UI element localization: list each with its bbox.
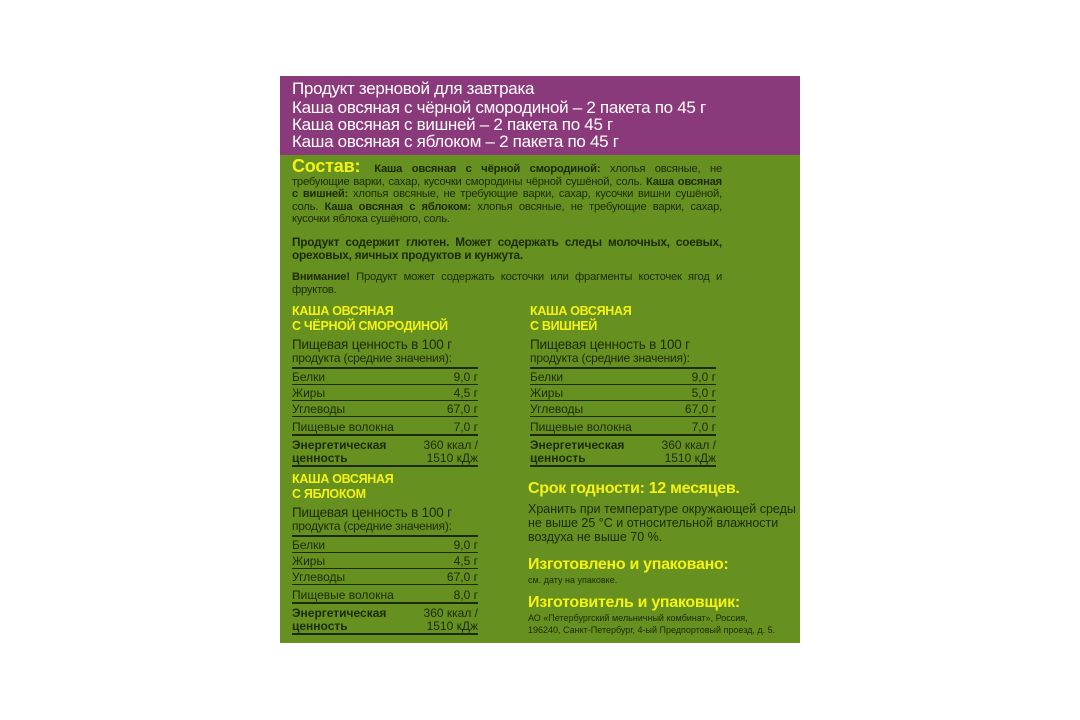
- energy-value: [424, 607, 478, 632]
- allergens-text: Продукт содержит глютен. Может содержать следы молочных, соевых, ореховых, яичных продуктов и кунжута.: [292, 234, 722, 262]
- nutrient-value: 4,5 г: [453, 386, 478, 400]
- nutrition-table: [292, 304, 478, 467]
- ingredients-paragraph: [292, 156, 723, 226]
- nutrient-name: Жиры: [530, 386, 564, 400]
- table-heading: Пищевая ценность в 100 г: [292, 337, 452, 352]
- storage-text: Хранить при температуре окружающей среды не выше 25 °С и относительной влажности воздуха не выше 70 %.: [528, 502, 796, 544]
- manufacturer-address: АО «Петербургский мельничный комбинат», Россия,: [528, 613, 748, 623]
- energy-kj: 1510 кДж: [664, 450, 716, 465]
- shelf-life-title: Срок годности: 12 месяцев.: [528, 480, 740, 497]
- warning-text: Продукт может содержать косточки или фрагменты косточек ягод и фруктов.: [292, 271, 722, 296]
- table-title: [292, 472, 478, 502]
- label-header: [280, 76, 800, 155]
- nutrient-value: 67,0 г: [684, 402, 716, 416]
- table-title: [530, 304, 716, 334]
- nutrient-name: Жиры: [292, 554, 326, 568]
- nutrient-value: 7,0 г: [691, 420, 716, 434]
- energy-label-line: Энергетическая: [292, 438, 387, 452]
- energy-label-line: ценность: [292, 450, 348, 465]
- table-row-fiber: [530, 420, 716, 436]
- nutrient-value: 67,0 г: [446, 402, 478, 416]
- nutrient-name: Белки: [292, 370, 326, 384]
- shelf-life-section: [528, 480, 798, 544]
- energy-kcal: 360 ккал /: [661, 438, 716, 452]
- energy-kcal: 360 ккал /: [423, 606, 478, 620]
- title-line: С ВИШНЕЙ: [530, 319, 598, 333]
- table-row-fiber: [292, 588, 478, 604]
- nutrient-name: Углеводы: [292, 402, 346, 416]
- nutrient-value: 67,0 г: [446, 570, 478, 584]
- energy-label-line: Энергетическая: [530, 438, 625, 452]
- ingredient-text: хлопья овсяные, не требующие варки, сахар, кусочки вишни сушёной, соль.: [292, 188, 722, 213]
- warning-label: Внимание!: [292, 271, 350, 284]
- nutrient-value: 9,0 г: [453, 370, 478, 384]
- nutrient-value: 9,0 г: [453, 538, 478, 552]
- title-line: С ЯБЛОКОМ: [292, 487, 366, 501]
- product-label: [280, 76, 800, 643]
- product-type: Продукт зерновой для завтрака: [292, 79, 535, 98]
- energy-value: [662, 439, 716, 464]
- nutrient-value: 7,0 г: [453, 420, 478, 434]
- energy-label-line: ценность: [530, 450, 586, 465]
- nutrient-name: Углеводы: [292, 570, 346, 584]
- nutrient-name: Белки: [292, 538, 326, 552]
- manufactured-title: Изготовлено и упаковано:: [528, 556, 729, 573]
- nutrient-value: 8,0 г: [453, 588, 478, 602]
- table-row: [292, 402, 478, 417]
- nutrient-name: Жиры: [292, 386, 326, 400]
- title-line: С ЧЁРНОЙ СМОРОДИНОЙ: [292, 319, 448, 333]
- title-line: КАША ОВСЯНАЯ: [530, 304, 632, 318]
- table-row-energy: [530, 439, 716, 467]
- energy-kj: 1510 кДж: [426, 450, 478, 465]
- energy-label: [292, 439, 386, 464]
- manufactured-section: [528, 556, 798, 586]
- warning-paragraph: [292, 271, 722, 296]
- composition-label: Состав:: [292, 156, 361, 176]
- ingredient-text: хлопья овсяные, не требующие варки, сахар, кусочки яблока сушёного, соль.: [292, 200, 723, 226]
- ingredient-name: Каша овсяная с яблоком:: [324, 200, 472, 213]
- table-row: [292, 538, 478, 553]
- table-row: [292, 370, 478, 385]
- table-row: [530, 370, 716, 385]
- energy-kcal: 360 ккал /: [423, 438, 478, 452]
- nutrient-value: 4,5 г: [453, 554, 478, 568]
- table-heading: Пищевая ценность в 100 г: [292, 505, 452, 520]
- table-row: [292, 554, 478, 569]
- table-row-fiber: [292, 420, 478, 436]
- manufactured-text: см. дату на упаковке.: [528, 575, 618, 585]
- title-line: КАША ОВСЯНАЯ: [292, 472, 394, 486]
- table-row-energy: [292, 439, 478, 467]
- nutrition-table: [530, 304, 716, 467]
- nutrient-name: Белки: [530, 370, 564, 384]
- table-row: [530, 402, 716, 417]
- table-title: [292, 304, 478, 334]
- table-row: [292, 386, 478, 401]
- table-row: [292, 570, 478, 585]
- ingredient-name: Каша овсяная с чёрной смородиной:: [374, 163, 601, 175]
- nutrient-value: 5,0 г: [691, 386, 716, 400]
- title-line: КАША ОВСЯНАЯ: [292, 304, 394, 318]
- table-heading: Пищевая ценность в 100 г: [530, 337, 690, 352]
- ingredient-name: Каша овсяная с вишней:: [292, 175, 722, 201]
- nutrient-value: 9,0 г: [691, 370, 716, 384]
- product-line: Каша овсяная с яблоком – 2 пакета по 45 г: [292, 132, 619, 151]
- table-subheading: продукта (средние значения):: [292, 352, 478, 369]
- energy-kj: 1510 кДж: [426, 618, 478, 633]
- product-line: Каша овсяная с вишней – 2 пакета по 45 г: [292, 115, 613, 134]
- table-row: [530, 386, 716, 401]
- energy-label-line: Энергетическая: [292, 606, 387, 620]
- nutrient-name: Пищевые волокна: [292, 588, 394, 602]
- manufacturer-section: [528, 594, 798, 636]
- nutrient-name: Пищевые волокна: [292, 420, 394, 434]
- energy-label-line: ценность: [292, 618, 348, 633]
- manufacturer-title: Изготовитель и упаковщик:: [528, 594, 740, 611]
- manufacturer-address: 196240, Санкт-Петербург, 4-ый Предпортовый проезд, д. 5.: [528, 625, 776, 635]
- nutrition-table: [292, 472, 478, 635]
- table-row-energy: [292, 607, 478, 635]
- nutrient-name: Углеводы: [530, 402, 584, 416]
- energy-label: [292, 607, 386, 632]
- energy-label: [530, 439, 624, 464]
- table-subheading: продукта (средние значения):: [292, 520, 478, 537]
- ingredient-text: хлопья овсяные, не требующие варки, сахар, кусочки смородины чёрной сушёной, соль.: [292, 163, 722, 188]
- product-line: Каша овсяная с чёрной смородиной – 2 пакета по 45 г: [292, 98, 706, 117]
- composition-section: [292, 156, 723, 306]
- table-subheading: продукта (средние значения):: [530, 352, 716, 369]
- energy-value: [424, 439, 478, 464]
- nutrient-name: Пищевые волокна: [530, 420, 632, 434]
